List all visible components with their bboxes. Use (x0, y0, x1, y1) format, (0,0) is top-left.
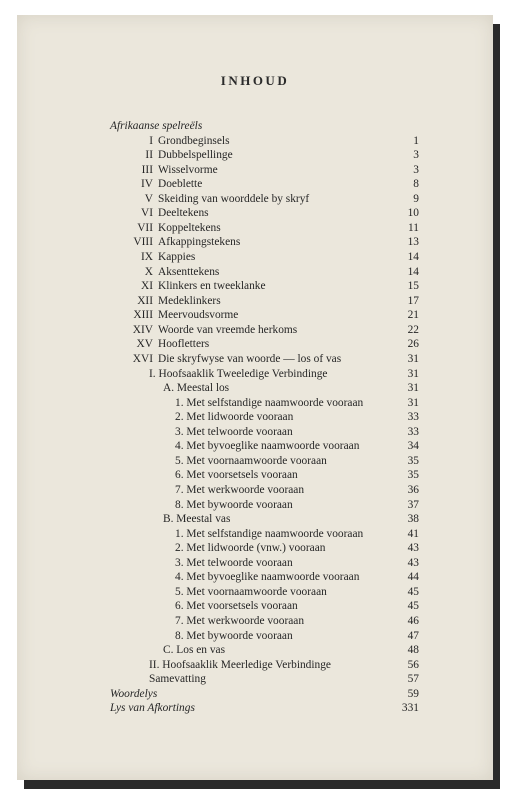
toc-entry-title: C. Los en vas (163, 644, 226, 657)
toc-entry-page: 37 (407, 498, 419, 511)
toc-entry-page: 56 (407, 658, 419, 671)
toc-entry-title: 4. Met byvoeglike naamwoorde vooraan (175, 571, 360, 584)
toc-entry-title: Meervoudsvorme (158, 309, 239, 322)
toc-entry (17, 337, 493, 351)
toc-entry-title: II. Hoofsaaklik Meerledige Verbindinge (149, 658, 331, 671)
toc-entry (17, 483, 493, 497)
toc-entry (17, 439, 493, 453)
toc-entry-page: 31 (407, 352, 419, 365)
toc-entry-title: 8. Met bywoorde vooraan (175, 629, 293, 642)
book-page (17, 15, 493, 780)
toc-entry-page: 11 (408, 221, 419, 234)
toc-entry-title: Aksenttekens (158, 265, 220, 278)
toc-entry-number: IV (140, 178, 153, 191)
toc-entry-page: 35 (407, 454, 419, 467)
toc-entry-page: 3 (413, 163, 419, 176)
toc-entry-title: I. Hoofsaaklik Tweeledige Verbindinge (149, 367, 328, 380)
toc-entry (17, 250, 493, 264)
toc-entry-number: I (149, 134, 153, 147)
toc-entry-page: 1 (413, 134, 419, 147)
toc-entry (17, 701, 493, 715)
toc-entry-page: 47 (407, 629, 419, 642)
toc-entry-page: 34 (407, 440, 419, 453)
toc-entry-number: IX (140, 251, 153, 264)
toc-entry-number: III (141, 163, 153, 176)
toc-entry (17, 468, 493, 482)
toc-entry-title: Medeklinkers (158, 294, 221, 307)
toc-entry (17, 599, 493, 613)
toc-entry-page: 331 (401, 702, 419, 715)
toc-entry-page: 46 (407, 615, 419, 628)
toc-entry-number: XIII (133, 309, 153, 322)
toc-entry-title: Kappies (158, 251, 196, 264)
toc-entry-page: 33 (407, 425, 419, 438)
toc-entry-title: 6. Met voorsetsels vooraan (175, 469, 298, 482)
toc-entry-number: XIV (132, 323, 153, 336)
toc-entry-page: 44 (407, 571, 419, 584)
toc-entry-title: B. Meestal vas (163, 513, 231, 526)
toc-entry-page: 15 (407, 280, 419, 293)
toc-entry (17, 352, 493, 366)
toc-entry (17, 658, 493, 672)
toc-entry-page: 36 (407, 484, 419, 496)
toc-entry (17, 454, 493, 468)
toc-entry-page: 43 (407, 556, 419, 569)
toc-entry-title: 7. Met werkwoorde vooraan (175, 484, 305, 496)
toc-entry-title: 3. Met telwoorde vooraan (175, 556, 293, 569)
toc-entry (17, 177, 493, 191)
toc-entry (17, 556, 493, 570)
toc-entry (17, 425, 493, 439)
toc-entry (17, 527, 493, 541)
toc-entry-page: 31 (407, 367, 419, 380)
toc-entry-title: Wisselvorme (158, 163, 218, 176)
toc-entry-title: 7. Met werkwoorde vooraan (175, 615, 305, 628)
toc-entry-page: 9 (413, 192, 419, 205)
toc-entry-page: 21 (407, 309, 419, 322)
toc-entry-page: 31 (407, 396, 419, 409)
toc-entry-page: 41 (407, 527, 419, 540)
toc-entry-title: Koppeltekens (158, 221, 221, 234)
toc-entry-page: 8 (413, 178, 419, 191)
toc-entry (17, 367, 493, 381)
toc-entry (17, 570, 493, 584)
toc-entry (17, 206, 493, 220)
toc-entry (17, 265, 493, 279)
toc-entry-page: 31 (407, 382, 419, 395)
toc-entry-page: 33 (407, 411, 419, 424)
toc-entry (17, 221, 493, 235)
toc-entry-title: Skeiding van woorddele by skryf (158, 192, 310, 205)
toc-entry (17, 512, 493, 526)
toc-entry (17, 643, 493, 657)
toc-entry-title: 1. Met selfstandige naamwoorde vooraan (175, 396, 364, 409)
toc-entry-page: 43 (407, 542, 419, 555)
toc-entry-page: 45 (407, 585, 419, 598)
toc-entry-number: VIII (133, 236, 153, 249)
toc-entry-title: Afrikaanse spelreëls (110, 120, 203, 132)
toc-entry-title: Klinkers en tweeklanke (158, 280, 266, 293)
toc-entry-title: 5. Met voornaamwoorde vooraan (175, 454, 327, 467)
toc-entry (17, 541, 493, 555)
toc-entry-number: VI (140, 207, 153, 220)
toc-entry-page: 17 (407, 294, 419, 307)
toc-entry-page: 45 (407, 600, 419, 613)
toc-entry-title: Samevatting (149, 673, 206, 686)
toc-entry-number: X (144, 265, 153, 278)
toc-entry-page: 22 (407, 323, 419, 336)
toc-entry-title: Afkappingstekens (158, 236, 241, 249)
toc-entry-title: Deeltekens (158, 207, 209, 220)
toc-entry-title: Woorde van vreemde herkoms (158, 323, 298, 336)
toc-entry-number: XV (136, 338, 153, 351)
toc-entry (17, 134, 493, 148)
toc-entry (17, 235, 493, 249)
toc-entry-page: 14 (407, 265, 419, 278)
toc-entry-number: XI (140, 280, 153, 293)
toc-entry (17, 294, 493, 308)
toc-entry (17, 687, 493, 701)
toc-entry (17, 629, 493, 643)
toc-entry-number: V (144, 192, 153, 205)
toc-entry (17, 381, 493, 395)
toc-entry-title: Hoofletters (158, 338, 210, 351)
toc-entry (17, 308, 493, 322)
toc-entry-page: 26 (407, 338, 419, 351)
toc-entry-title: A. Meestal los (163, 382, 230, 395)
toc-entry-page: 38 (407, 513, 419, 526)
toc-entry-title: 1. Met selfstandige naamwoorde vooraan (175, 527, 364, 540)
toc-entry-title: Dubbelspellinge (158, 149, 233, 162)
toc-entry (17, 614, 493, 628)
toc-entry-number: XVI (132, 352, 153, 365)
toc-entry-page: 59 (407, 687, 419, 700)
toc-entry-title: 2. Met lidwoorde (vnw.) vooraan (175, 542, 326, 555)
toc-entry-title: Die skryfwyse van woorde — los of vas (158, 352, 342, 365)
toc-entry (17, 323, 493, 337)
toc-entry (17, 396, 493, 410)
toc-entry-title: 5. Met voornaamwoorde vooraan (175, 585, 327, 598)
toc-entry-title: Doeblette (158, 178, 203, 191)
toc-entry-number: II (145, 149, 153, 162)
toc-entry-title: Grondbeginsels (158, 134, 230, 147)
page-title: INHOUD (220, 73, 290, 88)
toc-entry (17, 192, 493, 206)
toc-entry-page: 48 (407, 644, 419, 657)
toc-entry-title: Woordelys (110, 687, 158, 700)
toc-entry-page: 13 (407, 236, 419, 249)
toc-entry-title: 3. Met telwoorde vooraan (175, 425, 293, 438)
toc-entry-page: 14 (407, 251, 419, 264)
toc-entry (17, 498, 493, 512)
toc-entry-number: XII (137, 294, 153, 307)
toc-entry-page: 3 (413, 149, 419, 162)
toc-entry-title: 8. Met bywoorde vooraan (175, 498, 293, 511)
toc-entry-title: Lys van Afkortings (110, 702, 195, 715)
toc-entry (17, 279, 493, 293)
toc-entry (17, 148, 493, 162)
toc-entry-title: 4. Met byvoeglike naamwoorde vooraan (175, 440, 360, 453)
toc-entry (17, 672, 493, 686)
toc-entry (17, 119, 493, 133)
toc-entry-title: 2. Met lidwoorde vooraan (175, 411, 294, 424)
toc-entry-title: 6. Met voorsetsels vooraan (175, 600, 298, 613)
toc-entry-page: 10 (407, 207, 419, 220)
toc-entry-page: 57 (407, 673, 419, 686)
toc-entry (17, 163, 493, 177)
toc-entry (17, 410, 493, 424)
toc-entry-number: VII (137, 221, 153, 234)
toc-entry (17, 585, 493, 599)
toc-entry-page: 35 (407, 469, 419, 482)
